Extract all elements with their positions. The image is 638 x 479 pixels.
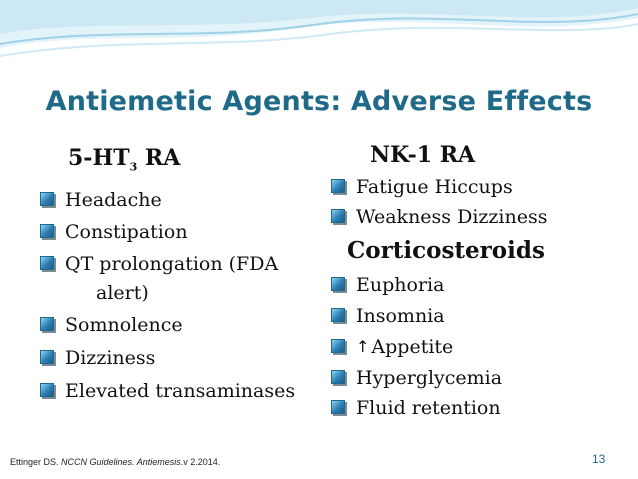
list-item-elevated-transaminases xyxy=(40,376,295,406)
item-text: Somnolence xyxy=(65,314,183,336)
item-text: Insomnia xyxy=(356,305,445,327)
checkbox-bullet-icon xyxy=(40,383,54,397)
list-item-weakness-dizziness xyxy=(331,202,547,232)
item-text: Dizziness xyxy=(65,347,156,369)
list-item-appetite xyxy=(331,332,453,362)
list-item-qt-continuation xyxy=(96,278,149,308)
item-text: alert) xyxy=(96,282,149,304)
slide-title: Antiemetic Agents: Adverse Effects xyxy=(45,86,593,117)
heading-corticosteroids: Corticosteroids xyxy=(347,237,545,264)
item-text: Headache xyxy=(65,189,162,211)
checkbox-bullet-icon xyxy=(331,308,345,322)
heading-5ht3-sub: 3 xyxy=(129,160,138,174)
citation xyxy=(10,457,220,467)
checkbox-bullet-icon xyxy=(331,209,345,223)
checkbox-bullet-icon xyxy=(331,277,345,291)
item-text: Euphoria xyxy=(356,274,445,296)
item-text: Weakness Dizziness xyxy=(356,206,548,228)
list-item-euphoria xyxy=(331,270,444,300)
page-number: 13 xyxy=(592,452,606,466)
heading-5ht3-main: 5-HT xyxy=(68,145,130,171)
heading-nk1-ra: NK-1 RA xyxy=(370,142,476,168)
list-item-dizziness xyxy=(40,343,155,373)
heading-5ht3-tail: RA xyxy=(137,145,181,171)
list-item-constipation xyxy=(40,217,188,247)
item-text: Appetite xyxy=(371,336,454,358)
item-text: Constipation xyxy=(65,221,188,243)
list-item-fluid-retention xyxy=(331,393,501,423)
checkbox-bullet-icon xyxy=(331,400,345,414)
checkbox-bullet-icon xyxy=(40,317,54,331)
decorative-top-waves xyxy=(0,0,638,70)
list-item-qt-prolongation xyxy=(40,249,278,279)
item-text: QT prolongation (FDA xyxy=(65,253,279,275)
item-text: Fatigue Hiccups xyxy=(356,176,513,198)
checkbox-bullet-icon xyxy=(331,339,345,353)
up-arrow-icon: ↑ xyxy=(356,337,370,356)
item-text: Hyperglycemia xyxy=(356,367,503,389)
list-item-hyperglycemia xyxy=(331,363,502,393)
list-item-insomnia xyxy=(331,301,445,331)
checkbox-bullet-icon xyxy=(331,370,345,384)
checkbox-bullet-icon xyxy=(40,350,54,364)
checkbox-bullet-icon xyxy=(40,192,54,206)
citation-title: NCCN Guidelines. Antiemesis xyxy=(61,457,181,467)
citation-author: Ettinger DS. xyxy=(10,457,62,467)
list-item-somnolence xyxy=(40,310,183,340)
list-item-headache xyxy=(40,185,162,215)
list-item-fatigue-hiccups xyxy=(331,172,513,202)
checkbox-bullet-icon xyxy=(40,224,54,238)
checkbox-bullet-icon xyxy=(331,179,345,193)
checkbox-bullet-icon xyxy=(40,256,54,270)
item-text: Fluid retention xyxy=(356,397,501,419)
heading-5ht3-ra xyxy=(68,145,180,173)
item-text: Elevated transaminases xyxy=(65,380,296,402)
citation-version: .v 2.2014. xyxy=(180,457,221,467)
